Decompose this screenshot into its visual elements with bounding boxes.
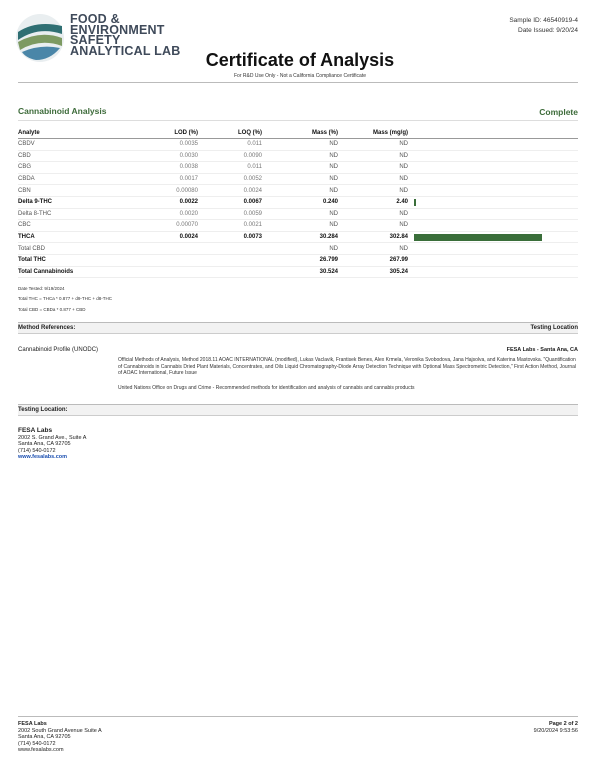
mass-bar	[414, 199, 416, 206]
bar-cell	[410, 220, 578, 232]
lab-website-link[interactable]: www.fesalabs.com	[18, 454, 68, 460]
analysis-status: Complete	[539, 107, 578, 117]
lab-name: FOOD & ENVIRONMENT SAFETY ANALYTICAL LAB	[70, 12, 181, 58]
analyte-name: Delta 9-THC	[18, 196, 138, 208]
header-divider	[18, 82, 578, 83]
bar-cell	[410, 208, 578, 220]
table-row	[18, 196, 578, 208]
analyte-name: Delta 8-THC	[18, 208, 138, 220]
analyte-name: CBDV	[18, 139, 138, 151]
col-mass-mg: Mass (mg/g)	[340, 129, 410, 139]
lab-name-text: FESA Labs	[18, 427, 53, 434]
mass-mg-value: ND	[340, 208, 410, 220]
table-row	[18, 162, 578, 174]
mass-pct-value: ND	[264, 185, 340, 197]
table-row	[18, 139, 578, 151]
footer-address: FESA Labs 2002 South Grand Avenue Suite A Santa Ana, CA 92705 (714) 540-0172 www.fesalabs.com	[18, 721, 102, 753]
mass-mg-value: 302.84	[340, 231, 410, 243]
method-reference-aoac: Official Methods of Analysis, Method 2018.11 AOAC INTERNATIONAL (modified), Lukas Vaclavik, Frantisek Benes, Alex Krmela, Veronika Svobodova, Jana Hajsolva, and Katerina Mastovska. "Quantification of Cannabinoids in Cannabis Dried Plant Materials, Concentrates, and Oils Liquid Chromatography-Diode Array Detection Technique with Optional Mass Spectrometric Detection," First Action Method, Journal of AOAC International, Future Issue	[118, 357, 577, 376]
method-name: Cannabinoid Profile (UNODC)	[18, 347, 99, 353]
bar-cell	[410, 139, 578, 151]
method-references-bar	[18, 322, 578, 334]
bar-cell	[410, 173, 578, 185]
analyte-name: CBC	[18, 220, 138, 232]
mass-mg-value: 2.40	[340, 196, 410, 208]
bar-cell	[410, 266, 578, 278]
page-subtitle: For R&D Use Only - Not a California Compliance Certificate	[234, 73, 366, 79]
footer-page-info	[534, 721, 578, 734]
analyte-name: Total THC	[18, 254, 138, 266]
lod-value: 0.0020	[138, 208, 200, 220]
bar-cell	[410, 162, 578, 174]
mass-mg-value: ND	[340, 162, 410, 174]
col-analyte: Analyte	[18, 129, 138, 139]
loq-value: 0.0073	[200, 231, 264, 243]
testing-location-bar	[18, 404, 578, 416]
col-lod: LOD (%)	[138, 129, 200, 139]
lod-value: 0.0035	[138, 139, 200, 151]
bar-cell	[410, 185, 578, 197]
page-number: Page 2 of 2	[548, 721, 578, 727]
mass-pct-value: 30.524	[264, 266, 340, 278]
cannabinoid-table	[18, 129, 578, 278]
mass-mg-value: ND	[340, 173, 410, 185]
loq-value	[200, 254, 264, 266]
mass-pct-value: ND	[264, 243, 340, 255]
analysis-heading: Cannabinoid Analysis	[18, 106, 107, 116]
loq-value	[200, 243, 264, 255]
lod-value: 0.00080	[138, 185, 200, 197]
col-loq: LOQ (%)	[200, 129, 264, 139]
analyte-name: CBDA	[18, 173, 138, 185]
testing-location-heading: Testing Location:	[18, 407, 68, 413]
mass-pct-value: ND	[264, 173, 340, 185]
mass-pct-value: ND	[264, 150, 340, 162]
total-thc-formula: Total THC = THCa * 0.877 + d9-THC + d8-THC	[18, 296, 112, 301]
table-row	[18, 150, 578, 162]
lod-value: 0.0024	[138, 231, 200, 243]
footer-divider	[18, 716, 578, 717]
loq-value: 0.0059	[200, 208, 264, 220]
table-row	[18, 254, 578, 266]
analyte-name: Total CBD	[18, 243, 138, 255]
method-location: FESA Labs - Santa Ana, CA	[506, 347, 578, 353]
date-tested: Date Tested: 9/19/2024	[18, 286, 65, 291]
bar-cell	[410, 196, 578, 208]
col-mass-pct: Mass (%)	[264, 129, 340, 139]
bar-cell	[410, 243, 578, 255]
testing-location-address: FESA Labs 2002 S. Grand Ave., Suite A Santa Ana, CA 92705 (714) 540-0172 www.fesalabs.com	[18, 427, 87, 460]
lod-value: 0.0022	[138, 196, 200, 208]
table-row	[18, 243, 578, 255]
loq-value: 0.011	[200, 139, 264, 151]
analysis-divider	[18, 120, 578, 121]
mass-mg-value: ND	[340, 243, 410, 255]
table-row	[18, 231, 578, 243]
mass-mg-value: ND	[340, 220, 410, 232]
date-issued: Date Issued: 9/20/24	[518, 27, 578, 34]
mass-pct-value: 26.799	[264, 254, 340, 266]
lod-value	[138, 243, 200, 255]
bar-cell	[410, 231, 578, 243]
mass-pct-value: ND	[264, 220, 340, 232]
mass-pct-value: ND	[264, 162, 340, 174]
loq-value: 0.0021	[200, 220, 264, 232]
page-title: Certificate of Analysis	[205, 50, 395, 70]
loq-value: 0.0067	[200, 196, 264, 208]
mass-mg-value: 267.99	[340, 254, 410, 266]
method-references-heading: Method References:	[18, 325, 76, 331]
method-reference-unodc: United Nations Office on Drugs and Crime - Recommended methods for identification and analysis of cannabis and cannabis products	[118, 385, 415, 391]
bar-cell	[410, 254, 578, 266]
analyte-name: CBN	[18, 185, 138, 197]
mass-mg-value: ND	[340, 150, 410, 162]
mass-mg-value: 305.24	[340, 266, 410, 278]
mass-mg-value: ND	[340, 185, 410, 197]
table-row	[18, 173, 578, 185]
bar-cell	[410, 150, 578, 162]
sample-id: Sample ID: 46540919-4	[509, 17, 578, 24]
lod-value	[138, 266, 200, 278]
table-row	[18, 220, 578, 232]
loq-value: 0.011	[200, 162, 264, 174]
lod-value: 0.00070	[138, 220, 200, 232]
mass-pct-value: 0.240	[264, 196, 340, 208]
mass-mg-value: ND	[340, 139, 410, 151]
mass-pct-value: ND	[264, 208, 340, 220]
lod-value: 0.0017	[138, 173, 200, 185]
analyte-name: Total Cannabinoids	[18, 266, 138, 278]
testing-location-label: Testing Location	[530, 325, 578, 331]
mass-pct-value: 30.284	[264, 231, 340, 243]
loq-value: 0.0090	[200, 150, 264, 162]
lod-value: 0.0038	[138, 162, 200, 174]
table-row	[18, 266, 578, 278]
sample-info	[509, 16, 578, 36]
analyte-name: CBG	[18, 162, 138, 174]
mass-pct-value: ND	[264, 139, 340, 151]
print-timestamp: 9/20/2024 9:53:56	[533, 727, 578, 734]
col-bar	[410, 129, 578, 139]
loq-value	[200, 266, 264, 278]
mass-bar	[414, 234, 542, 241]
analyte-name: THCA	[18, 231, 138, 243]
table-row	[18, 208, 578, 220]
table-header-row	[18, 129, 578, 139]
table-row	[18, 185, 578, 197]
loq-value: 0.0052	[200, 173, 264, 185]
loq-value: 0.0024	[200, 185, 264, 197]
lod-value	[138, 254, 200, 266]
total-cbd-formula: Total CBD = CBDa * 0.877 + CBD	[18, 307, 86, 312]
lod-value: 0.0030	[138, 150, 200, 162]
analyte-name: CBD	[18, 150, 138, 162]
